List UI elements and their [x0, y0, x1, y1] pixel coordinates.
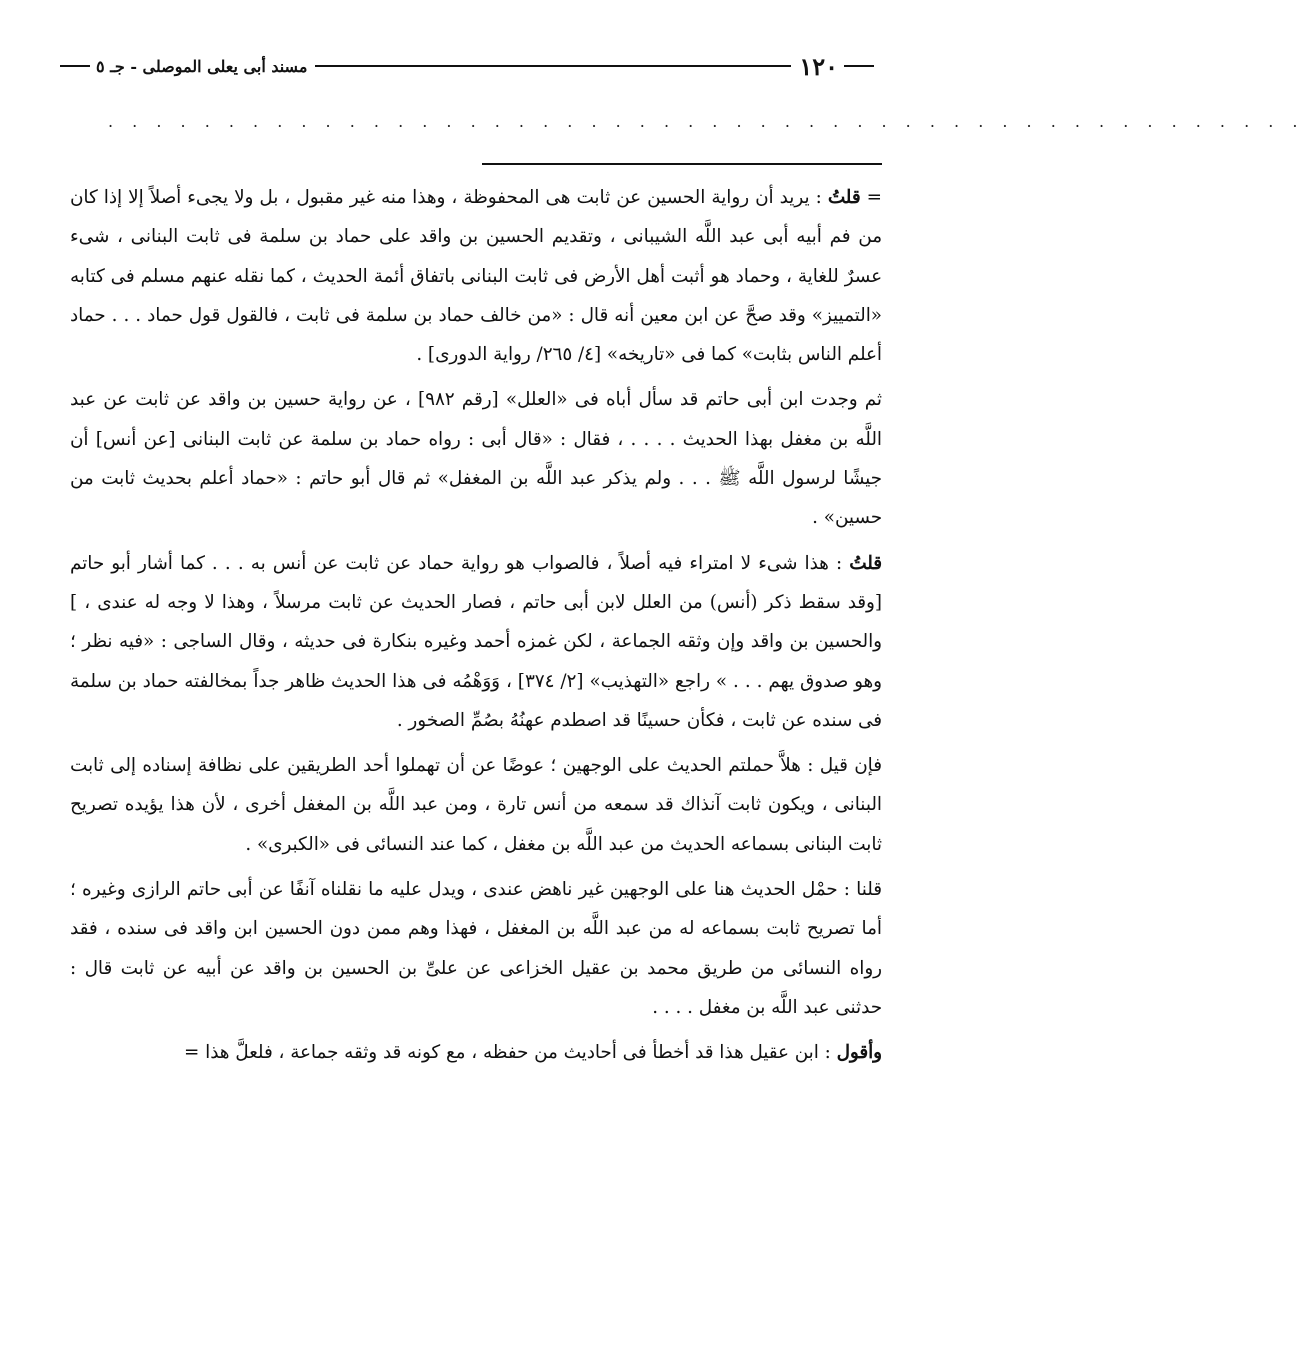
paragraph-text: : يريد أن رواية الحسين عن ثابت هى المحفوظة ، وهذا منه غير مقبول ، بل ولا يجىء أصلاً إلا إذا كان من فم أبيه أبى عبد اللَّه الشيبانى ، وتقديم الحسين بن واقد على حماد بن سلمة فى ثابت البنانى ، شىء عسرٌ للغاية ، وحماد هو أثبت أهل الأرض فى ثابت البنانى باتفاق أئمة الحديث ، كما نقله عنهم مسلم فى كتابه «التمييز» وقد صحَّ عن ابن معين أنه قال : «من خالف حماد بن سلمة فى ثابت ، فالقول قول حماد . . . حماد أعلم الناس بثابت» كما فى «تاريخه» [٤/ ٢٦٥/ رواية الدورى] .	[70, 187, 882, 366]
continuation-mark-start: =	[866, 187, 882, 208]
paragraph-text: قلنا : حمْل الحديث هنا على الوجهين غير ناهض عندى ، ويدل عليه ما نقلناه آنفًا عن أبى حاتم الرازى وغيره ؛ أما تصريح ثابت بسماعه له من عبد اللَّه بن المغفل ، فهذا وهم ممن دون الحسين ابن واقد فى سنده ، فقد رواه النسائى من طريق محمد بن عقيل الخزاعى عن علىِّ بن الحسين بن واقد عن أبيه عن ثابت قال : حدثنى عبد اللَّه بن مغفل . . . .	[70, 879, 882, 1018]
running-header	[54, 46, 880, 86]
paragraph-text: ثم وجدت ابن أبى حاتم قد سأل أباه فى «العلل» [رقم ٩٨٢] ، عن رواية حسين بن واقد عن ثابت عن عبد اللَّه بن مغفل بهذا الحديث . . . . ، فقال : «قال أبى : رواه حماد بن سلمة عن ثابت البنانى [عن أنس] أن جيشًا لرسول اللَّه ﷺ . . . ولم يذكر عبد اللَّه بن المغفل» ثم قال أبو حاتم : «حماد أعلم بحديث ثابت من حسين» .	[70, 389, 883, 529]
paragraph-lead: وأقول	[836, 1042, 882, 1064]
paragraph	[70, 380, 882, 537]
paragraph-text: فإن قيل : هلاَّ حملتم الحديث على الوجهين ؛ عوضًا عن أن تهملوا أحد الطريقين على نظافة إسناده إلى ثابت البنانى ، ويكون ثابت آنذاك قد سمعه من أنس تارة ، ومن عبد اللَّه بن المغفل أخرى ، لأن هذا يؤيده تصريح ثابت البنانى بسماعه الحديث من عبد اللَّه بن مغفل ، كما عند النسائى فى «الكبرى» .	[70, 755, 882, 855]
paragraph-lead: قلتُ	[827, 187, 861, 208]
paragraph	[70, 1033, 882, 1072]
header-rule	[315, 65, 791, 67]
running-title: مسند أبى يعلى الموصلى - جـ ٥	[96, 56, 308, 76]
paragraph	[70, 870, 882, 1027]
footnote-separator-rule	[482, 163, 882, 165]
footnote-body	[70, 178, 882, 1079]
header-dash	[844, 65, 874, 67]
paragraph	[70, 544, 882, 740]
omission-dots: . . . . . . . . . . . . . . . . . . . . . . . . . . . . . . . . . . . . . . . . . . . . . . . . . .	[108, 112, 1305, 131]
page-number: ١٢٠	[799, 51, 838, 81]
paragraph	[70, 746, 882, 864]
header-dash	[60, 65, 90, 67]
paragraph-text: : هذا شىء لا امتراء فيه أصلاً ، فالصواب هو رواية حماد عن ثابت عن أنس به . . . كما أشار أبو حاتم [وقد سقط ذكر (أنس) من العلل لابن أبى حاتم ، فصار الحديث عن ثابت مرسلاً ، وهذا لا وجه له عندى ، ] والحسين بن واقد وإن وثقه الجماعة ، لكن غمزه أحمد وغيره بنكارة فى حديثه ، وقال الساجى : «فيه نظر ؛ وهو صدوق يهم . . . » راجع «التهذيب» [٢/ ٣٧٤] ، وَوَهْمُه فى هذا الحديث ظاهر جداً بمخالفته حماد بن سلمة فى سنده عن ثابت ، فكأن حسينًا قد اصطدم عهنُهُ بصُمِّ الصخور .	[70, 552, 882, 731]
paragraph	[70, 178, 882, 374]
continuation-mark-end: =	[183, 1042, 200, 1064]
paragraph-lead: قلتُ	[849, 552, 882, 574]
paragraph-text: : ابن عقيل هذا قد أخطأ فى أحاديث من حفظه ، مع كونه قد وثقه جماعة ، فلعلَّ هذا	[205, 1042, 831, 1064]
